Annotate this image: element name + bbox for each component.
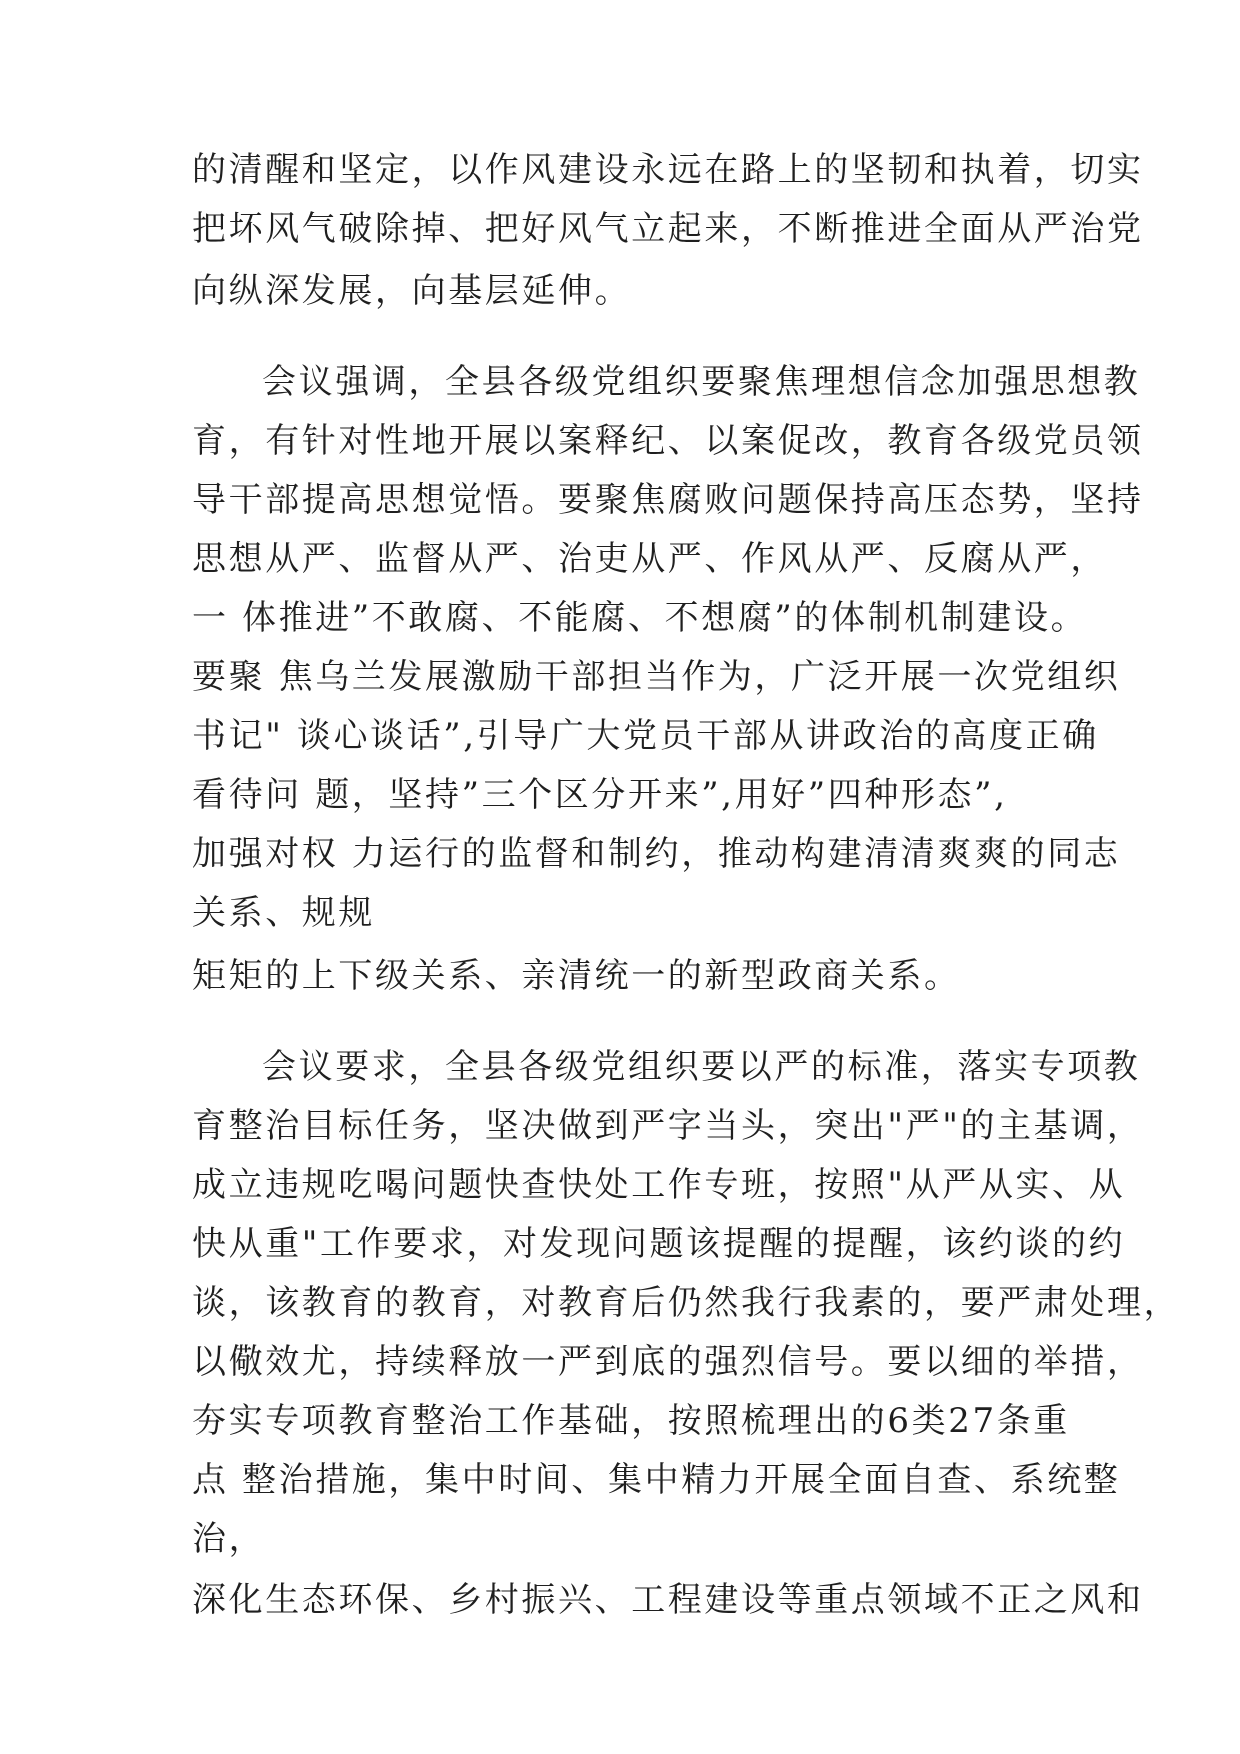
text-line: 关系、规规	[192, 893, 375, 933]
text-line: 育，有针对性地开展以案释纪、以案促改，教育各级党员领	[192, 421, 1144, 461]
text-line: 书记" 谈心谈话”,引导广大党员干部从讲政治的高度正确	[192, 716, 1099, 756]
text-line: 的清醒和坚定，以作风建设永远在路上的坚韧和执着，切实	[192, 150, 1144, 190]
text-line: 成立违规吃喝问题快查快处工作专班，按照"从严从实、从	[192, 1165, 1126, 1205]
text-line: 会议强调，全县各级党组织要聚焦理想信念加强思想教	[262, 362, 1141, 402]
text-line: 夯实专项教育整治工作基础，按照梳理出的6类27条重	[192, 1401, 1070, 1441]
text-line: 导干部提高思想觉悟。要聚焦腐败问题保持高压态势，坚持	[192, 480, 1144, 520]
text-line: 谈，该教育的教育，对教育后仍然我行我素的，要严肃处理，	[192, 1283, 1181, 1323]
text-line: 思想从严、监督从严、治吏从严、作风从严、反腐从严，	[192, 539, 1107, 579]
text-line: 点 整治措施，集中时间、集中精力开展全面自查、系统整	[192, 1460, 1121, 1500]
text-line: 矩矩的上下级关系、亲清统一的新型政商关系。	[192, 956, 961, 996]
text-line: 以儆效尤，持续释放一严到底的强烈信号。要以细的举措，	[192, 1342, 1144, 1382]
text-line: 会议要求，全县各级党组织要以严的标准，落实专项教	[262, 1047, 1141, 1087]
text-line: 治，	[192, 1519, 266, 1559]
text-line: 一 体推进”不敢腐、不能腐、不想腐”的体制机制建设。	[192, 598, 1088, 638]
text-line: 看待问 题，坚持”三个区分开来”,用好”四种形态”,	[192, 775, 1008, 815]
text-line: 快从重"工作要求，对发现问题该提醒的提醒，该约谈的约	[192, 1224, 1126, 1264]
text-line: 要聚 焦乌兰发展激励干部担当作为，广泛开展一次党组织	[192, 657, 1121, 697]
text-line: 深化生态环保、乡村振兴、工程建设等重点领域不正之风和	[192, 1580, 1144, 1620]
text-line: 加强对权 力运行的监督和制约，推动构建清清爽爽的同志	[192, 834, 1121, 874]
text-line: 把坏风气破除掉、把好风气立起来，不断推进全面从严治党	[192, 209, 1144, 249]
text-line: 育整治目标任务，坚决做到严字当头，突出"严"的主基调，	[192, 1106, 1144, 1146]
text-line: 向纵深发展，向基层延伸。	[192, 271, 632, 311]
